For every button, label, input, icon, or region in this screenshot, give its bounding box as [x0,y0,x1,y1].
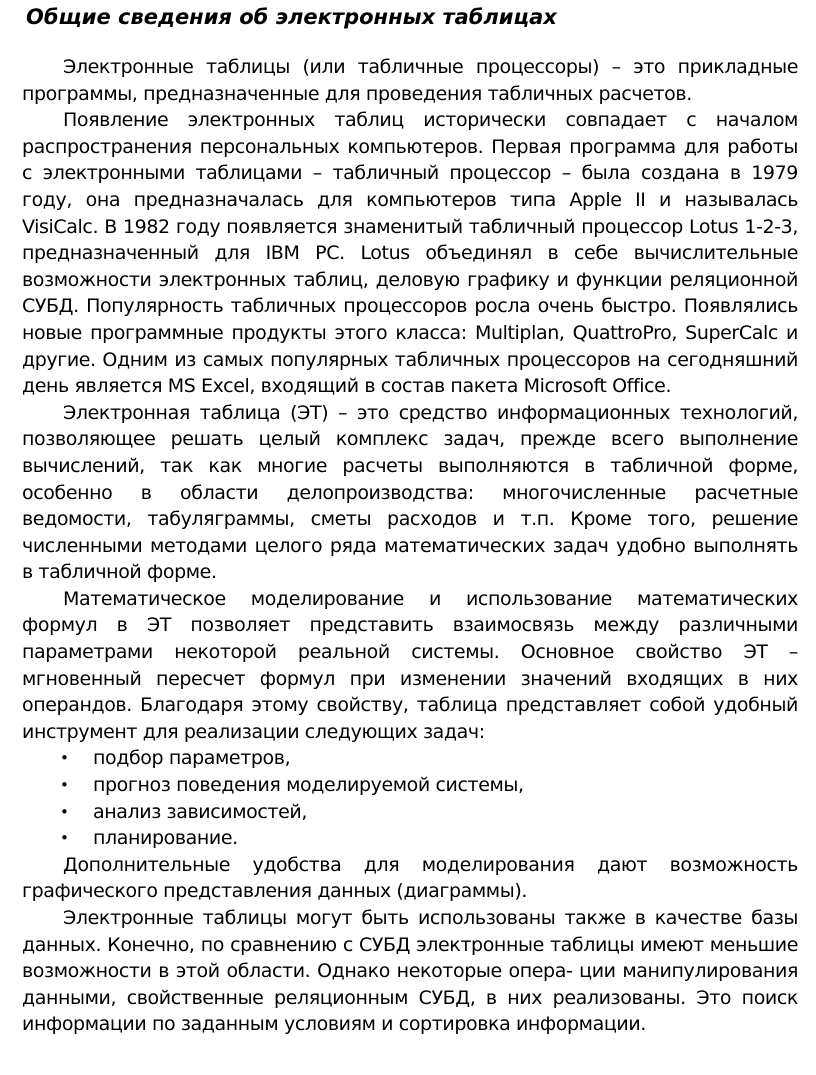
document-body [22,54,798,1038]
bullet-icon: • [60,802,69,821]
bullet-icon: • [60,749,69,768]
list-item-text: подбор параметров, [93,747,291,770]
paragraph-modeling: Математическое моделирование и использование математических формул в ЭТ позволяет представить взаимосвязь между различными параметрами некоторой реальной системы. Основное свойство ЭТ – мгновенный пересчет формул при изменении значений входящих в них операндов. Благодаря этому свойству, таблица представляет собой удобный инструмент для реализации следующих задач: [22,587,798,743]
paragraph-graphics: Дополнительные удобства для моделирования дают возможность графического представления данных (диаграммы). [22,853,798,903]
bullet-icon: • [60,776,69,795]
paragraph-history: Появление электронных таблиц исторически совпадает с началом распространения персональных компьютеров. Первая программа для работы с электронными таблицами – табличный процессор – была создана в 1979 году, она предназначалась для компьютеров типа Apple II и называлась VisiCalc. В 1982 году появляется знаменитый табличный процессор Lotus 1-2-3, предназначенный для IBM PC. Lotus объединял в себе вычислительные возможности электронных таблиц, деловую графику и функции реляционной СУБД. Популярность табличных процессоров росла очень быстро. Появлялись новые программные продукты этого класса: Multiplan, QuattroPro, SuperCalc и другие. Одним из самых популярных табличных процессоров на сегодняшний день является MS Excel, входящий в состав пакета Microsoft Office. [22,109,798,398]
list-item-text: планирование. [93,827,238,850]
paragraph-definition: Электронные таблицы (или табличные процессоры) – это прикладные программы, предназначенные для проведения табличных расчетов. [22,56,798,105]
bullet-icon: • [60,829,69,848]
list-item [22,799,798,826]
page-title: Общие сведения об электронных таблицах [26,5,557,29]
list-item [22,825,798,852]
list-item [22,745,798,772]
list-item-text: анализ зависимостей, [93,800,307,823]
list-item [22,772,798,799]
list-item-text: прогноз поведения моделируемой системы, [93,774,524,797]
paragraph-et-description: Электронная таблица (ЭТ) – это средство информационных технологий, позволяющее решать целый комплекс задач, прежде всего выполнение вычислений, так как многие расчеты выполняются в табличной форме, особенно в области делопроизводства: многочисленные расчетные ведомости, табуляграммы, сметы расходов и т.п. Кроме того, решение численными методами целого ряда математических задач удобно выполнять в табличной форме. [22,401,798,584]
task-list [22,745,798,851]
paragraph-database: Электронные таблицы могут быть использованы также в качестве базы данных. Конечно, по сравнению с СУБД электронные таблицы имеют меньшие возможности в этой области. Однако некоторые опера- ции манипулирования данными, свойственные реляционным СУБД, в них реализованы. Это поиск информации по заданным условиям и сортировка информации. [22,907,798,1036]
